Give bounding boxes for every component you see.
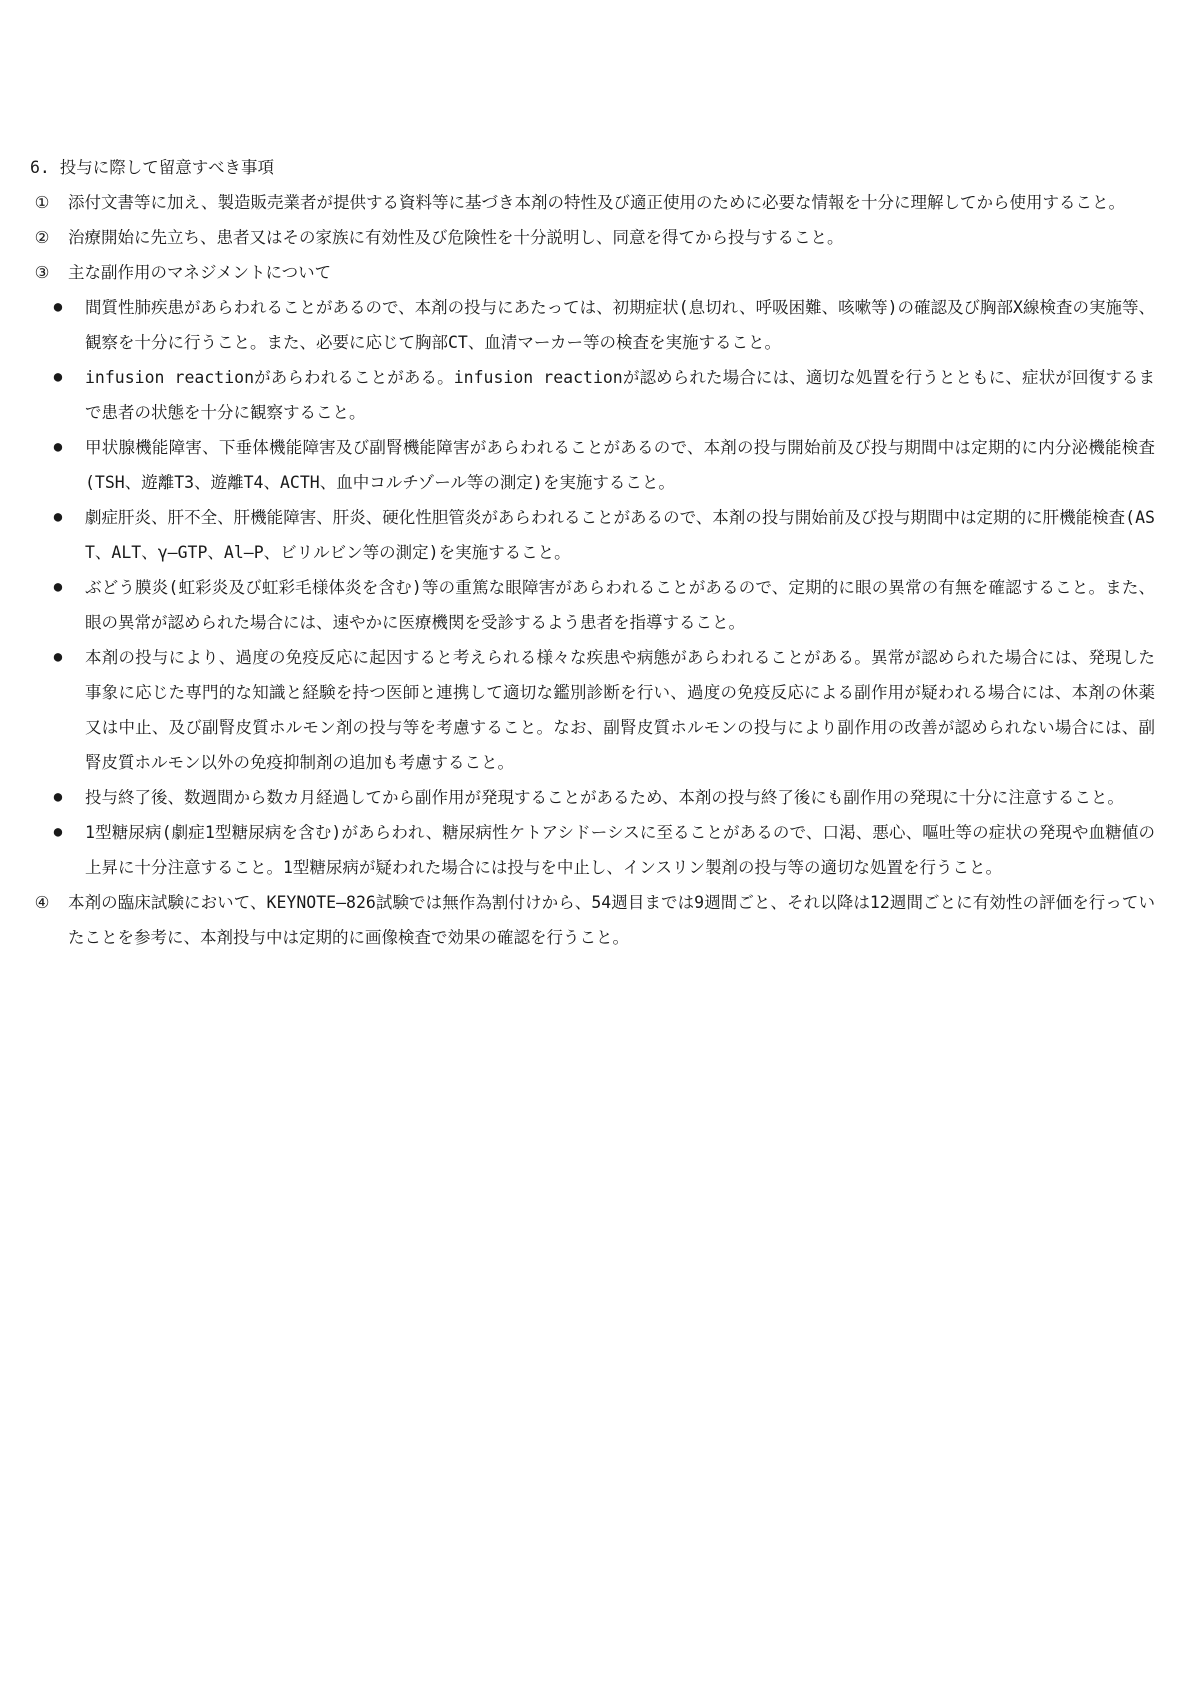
bullet-icon: ● bbox=[53, 789, 63, 805]
bullet-icon: ● bbox=[53, 649, 63, 665]
bullet-text: 本剤の投与により、過度の免疫反応に起因すると考えられる様々な疾患や病態があらわれることがある。異常が認められた場合には、発現した事象に応じた専門的な知識と経験を持つ医師と連携して適切な鑑別診断を行い、過度の免疫反応による副作用が疑われる場合には、本剤の休薬又は中止、及び副腎皮質ホルモン剤の投与等を考慮すること。なお、副腎皮質ホルモンの投与により副作用の改善が認められない場合には、副腎皮質ホルモン以外の免疫抑制剤の追加も考慮すること。 bbox=[85, 648, 1156, 772]
document-body bbox=[30, 150, 1155, 955]
bullet-item bbox=[30, 290, 1155, 360]
side-effect-bullet-list bbox=[30, 290, 1155, 885]
bullet-item bbox=[30, 360, 1155, 430]
bullet-icon: ● bbox=[53, 439, 63, 455]
list-item-4 bbox=[30, 885, 1155, 955]
item-text: 本剤の臨床試験において、KEYNOTE—826試験では無作為割付けから、54週目までは9週間ごと、それ以降は12週間ごとに有効性の評価を行っていたことを参考に、本剤投与中は定期的に画像検査で効果の確認を行うこと。 bbox=[68, 893, 1155, 947]
item-marker: ④ bbox=[34, 893, 50, 912]
bullet-item bbox=[30, 500, 1155, 570]
bullet-item bbox=[30, 570, 1155, 640]
bullet-item bbox=[30, 815, 1155, 885]
section-heading: 6. 投与に際して留意すべき事項 bbox=[30, 158, 274, 177]
bullet-item bbox=[30, 780, 1155, 815]
bullet-text: 投与終了後、数週間から数カ月経過してから副作用が発現することがあるため、本剤の投与終了後にも副作用の発現に十分に注意すること。 bbox=[85, 788, 1124, 807]
bullet-icon: ● bbox=[53, 824, 63, 840]
bullet-text: infusion reactionがあらわれることがある。infusion reactionが認められた場合には、適切な処置を行うとともに、症状が回復するまで患者の状態を十分に観察すること。 bbox=[85, 368, 1155, 422]
item-marker: ③ bbox=[34, 263, 50, 282]
item-text: 添付文書等に加え、製造販売業者が提供する資料等に基づき本剤の特性及び適正使用のために必要な情報を十分に理解してから使用すること。 bbox=[68, 193, 1125, 212]
item-marker: ② bbox=[34, 228, 50, 247]
item-marker: ① bbox=[34, 193, 50, 212]
bullet-icon: ● bbox=[53, 509, 63, 525]
bullet-text: 間質性肺疾患があらわれることがあるので、本剤の投与にあたっては、初期症状(息切れ、呼吸困難、咳嗽等)の確認及び胸部X線検査の実施等、観察を十分に行うこと。また、必要に応じて胸部CT、血清マーカー等の検査を実施すること。 bbox=[85, 298, 1155, 352]
bullet-text: 劇症肝炎、肝不全、肝機能障害、肝炎、硬化性胆管炎があらわれることがあるので、本剤の投与開始前及び投与期間中は定期的に肝機能検査(AST、ALT、γ—GTP、Al—P、ビリルビン等の測定)を実施すること。 bbox=[85, 508, 1155, 562]
bullet-text: ぶどう膜炎(虹彩炎及び虹彩毛様体炎を含む)等の重篤な眼障害があらわれることがあるので、定期的に眼の異常の有無を確認すること。また、眼の異常が認められた場合には、速やかに医療機関を受診するよう患者を指導すること。 bbox=[85, 578, 1155, 632]
bullet-item bbox=[30, 430, 1155, 500]
item-text: 治療開始に先立ち、患者又はその家族に有効性及び危険性を十分説明し、同意を得てから投与すること。 bbox=[68, 228, 844, 247]
list-item-2 bbox=[30, 220, 1155, 255]
bullet-icon: ● bbox=[53, 369, 63, 385]
list-item-1 bbox=[30, 185, 1155, 220]
bullet-text: 甲状腺機能障害、下垂体機能障害及び副腎機能障害があらわれることがあるので、本剤の投与開始前及び投与期間中は定期的に内分泌機能検査(TSH、遊離T3、遊離T4、ACTH、血中コルチゾール等の測定)を実施すること。 bbox=[85, 438, 1155, 492]
item-text: 主な副作用のマネジメントについて bbox=[68, 263, 332, 282]
bullet-icon: ● bbox=[53, 299, 63, 315]
bullet-item bbox=[30, 640, 1155, 780]
list-item-3 bbox=[30, 255, 1155, 290]
bullet-icon: ● bbox=[53, 579, 63, 595]
bullet-text: 1型糖尿病(劇症1型糖尿病を含む)があらわれ、糖尿病性ケトアシドーシスに至ることがあるので、口渇、悪心、嘔吐等の症状の発現や血糖値の上昇に十分注意すること。1型糖尿病が疑われた場合には投与を中止し、インスリン製剤の投与等の適切な処置を行うこと。 bbox=[85, 823, 1155, 877]
